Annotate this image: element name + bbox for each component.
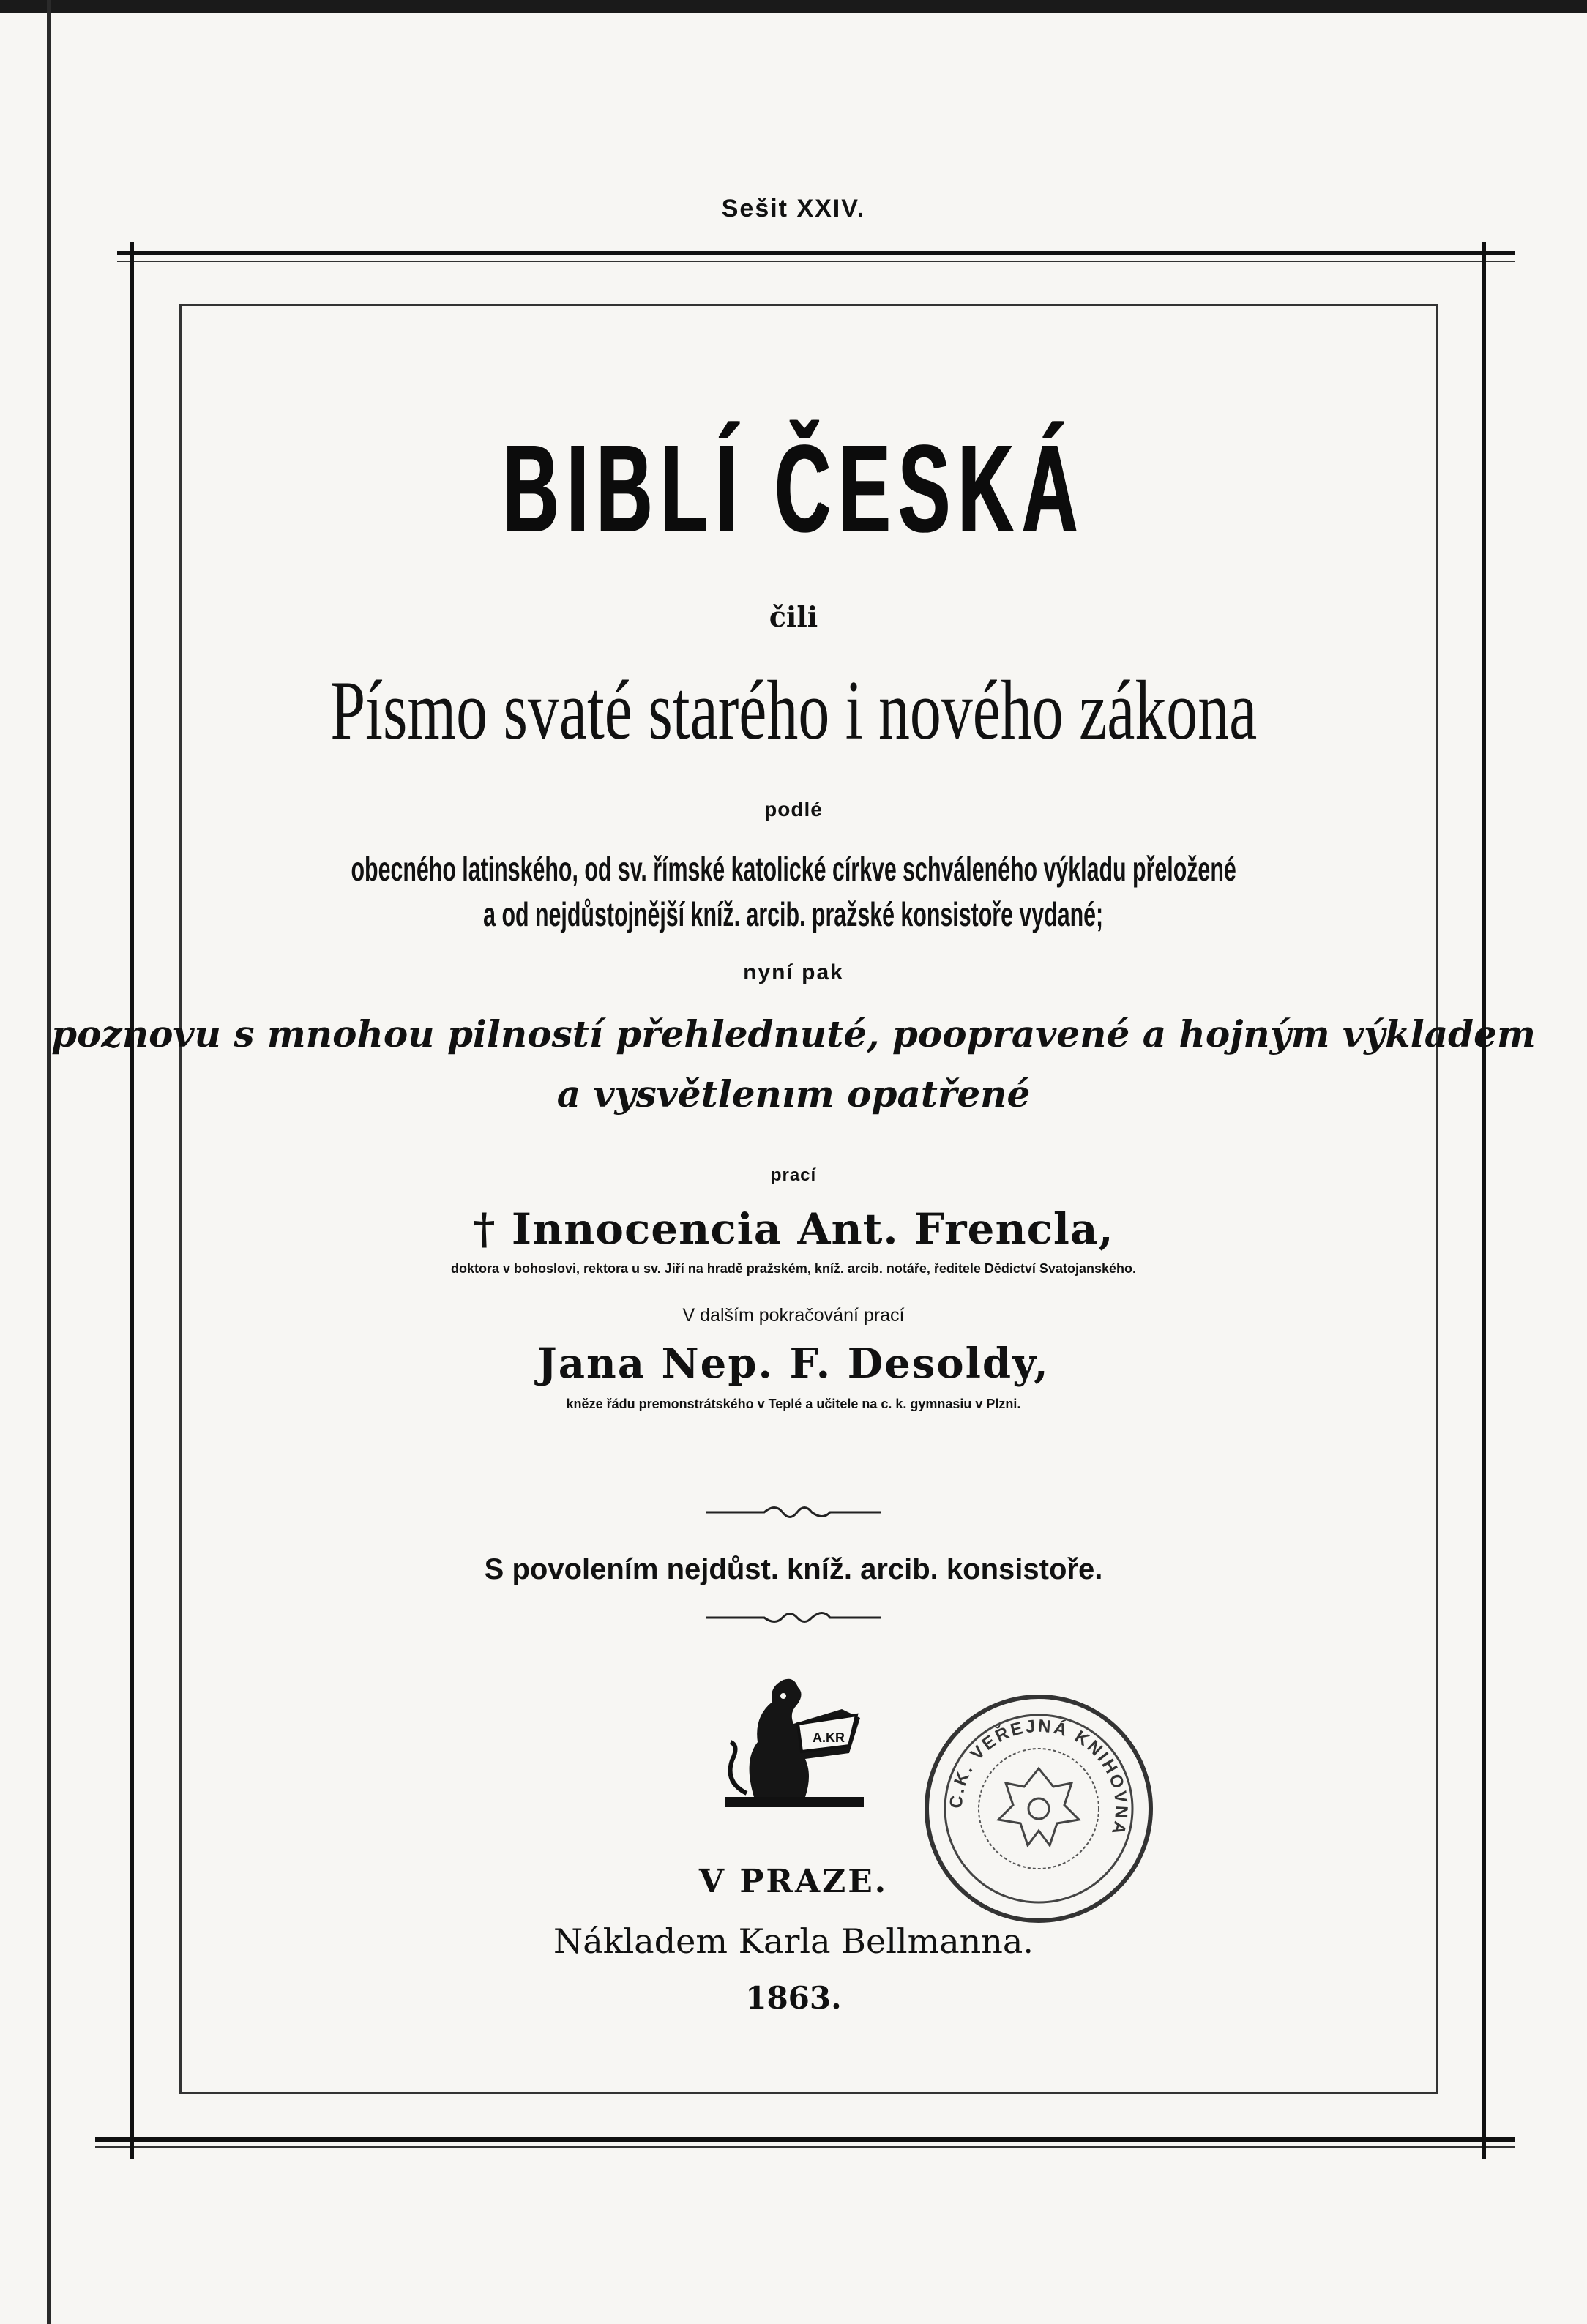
- description-line-1: obecného latinského, od sv. římské katolické církve schváleného výkladu přeložené: [351, 850, 1236, 888]
- cross-icon: †: [473, 1204, 496, 1254]
- lion-emblem-icon: [703, 1673, 878, 1812]
- author-1-name: † Innocencia Ant. Frencla,: [473, 1204, 1114, 1254]
- imprint-place: V PRAZE.: [698, 1863, 889, 1900]
- imprint-year: 1863.: [745, 1980, 842, 2016]
- frame-top-rule-thin: [117, 261, 1515, 262]
- inner-frame-left: [179, 304, 182, 2094]
- subtitle: Písmo svaté starého i nového zákona: [330, 664, 1257, 758]
- inner-frame-top: [179, 304, 1438, 306]
- author-2-name: Jana Nep. F. Desoldy,: [537, 1340, 1050, 1388]
- main-title: BIBLÍ ČESKÁ: [501, 419, 1086, 558]
- description-line-3: poznovu s mnohou pilností přehlednuté, poopravené a hojným výkladem: [51, 1012, 1536, 1055]
- author-1-description: doktora v bohoslovi, rektora u sv. Jiří na hradě pražském, kníž. arcib. notáře, ředitele Dědictví Svatojanského.: [451, 1261, 1136, 1276]
- approval-text: S povolením nejdůst. kníž. arcib. konsistoře.: [484, 1553, 1103, 1585]
- svg-text:A.KR: A.KR: [813, 1730, 845, 1745]
- frame-top-rule: [117, 251, 1515, 255]
- nyni-pak-label: nyní pak: [743, 960, 844, 984]
- imprint-publisher: Nákladem Karla Bellmanna.: [553, 1921, 1034, 1961]
- scan-left-edge: [47, 0, 51, 2324]
- description-line-2: a od nejdůstojnější kníž. arcib. pražské konsistoře vydané;: [483, 895, 1104, 933]
- title-cili: čili: [769, 600, 818, 633]
- ornament-top: [0, 1501, 1587, 1530]
- flourish-icon: [706, 1501, 881, 1523]
- frame-bottom-rule-thin: [95, 2146, 1515, 2148]
- author-2-description: kněze řádu premonstrátského v Teplé a učitele na c. k. gymnasiu v Plzni.: [566, 1397, 1021, 1411]
- inner-frame-bottom: [179, 2092, 1438, 2094]
- description-line-4: a vysvětlenım opatřené: [556, 1072, 1031, 1116]
- praci-label-1: prací: [770, 1165, 817, 1185]
- continuation-label: V dalším pokračování prací: [682, 1305, 905, 1326]
- scan-top-band: [0, 0, 1587, 13]
- issue-label: Sešit XXIV.: [721, 195, 866, 223]
- inner-frame-right: [1436, 304, 1438, 2094]
- flourish-icon: [706, 1607, 881, 1629]
- frame-bottom-rule: [95, 2137, 1515, 2142]
- svg-text:C.K. VEŘEJNÁ KNIHOVNA: C.K. VEŘEJNÁ KNIHOVNA: [946, 1716, 1132, 1839]
- ornament-bottom: [0, 1607, 1587, 1632]
- podle-label: podlé: [764, 798, 823, 821]
